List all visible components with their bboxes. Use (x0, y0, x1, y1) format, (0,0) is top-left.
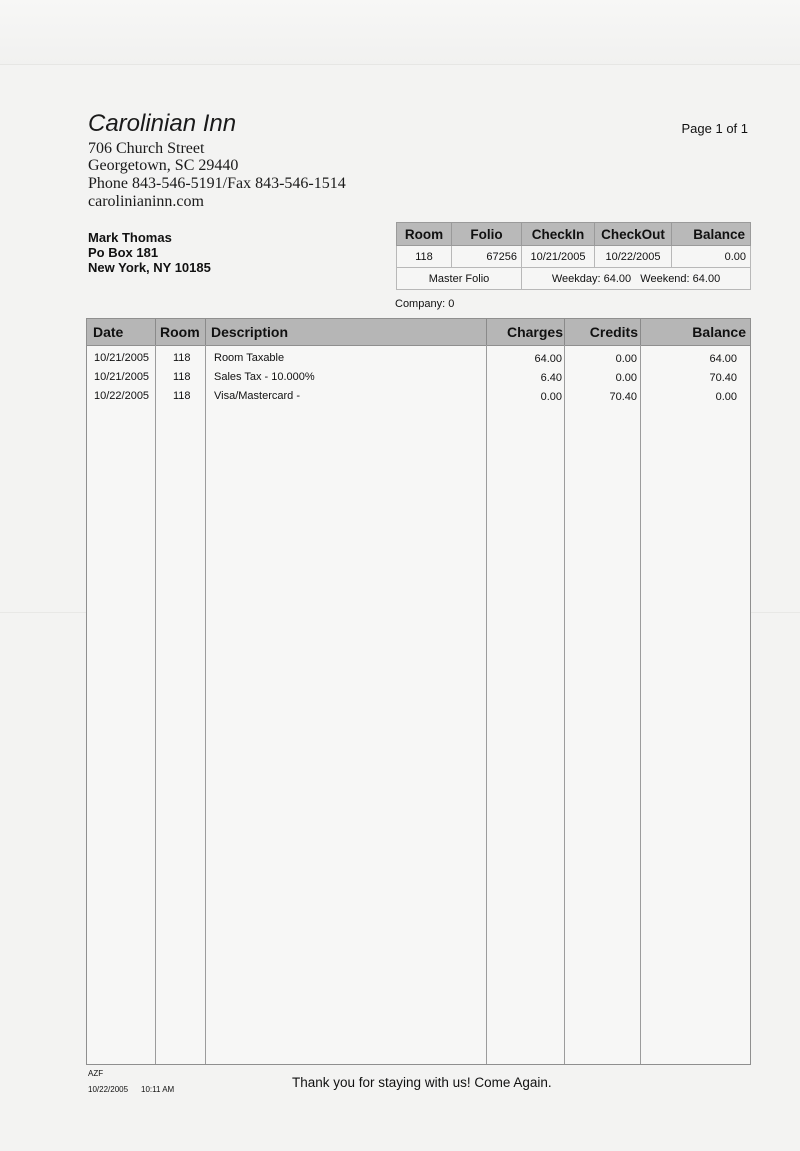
row-room: 118 (173, 352, 191, 364)
ledger-row (87, 349, 750, 368)
column-divider (564, 345, 565, 1064)
summary-header-room: Room (397, 223, 452, 246)
company-label: Company: 0 (395, 298, 455, 310)
column-divider (486, 319, 487, 345)
summary-folio-type: Master Folio (397, 268, 522, 290)
hotel-street: 706 Church Street (88, 140, 205, 157)
column-divider (640, 319, 641, 345)
row-charges: 0.00 (540, 391, 562, 403)
row-date: 10/21/2005 (94, 352, 150, 364)
summary-balance: 0.00 (672, 246, 751, 268)
row-room: 118 (173, 371, 191, 383)
hotel-name: Carolinian Inn (88, 110, 237, 137)
column-divider (155, 319, 156, 345)
ledger-table (86, 318, 751, 1065)
guest-name: Mark Thomas (88, 230, 172, 245)
column-divider (205, 345, 206, 1064)
column-divider (155, 345, 156, 1064)
ledger-row (87, 368, 750, 387)
hotel-city: Georgetown, SC 29440 (88, 157, 239, 174)
page-number: Page 1 of 1 (681, 121, 748, 136)
guest-address-line1: Po Box 181 (88, 245, 159, 260)
folio-summary-table (396, 222, 751, 290)
summary-header-folio: Folio (452, 223, 522, 246)
row-balance: 0.00 (715, 391, 737, 403)
summary-header-row (397, 223, 751, 246)
thank-you-message: Thank you for staying with us! Come Again. (292, 1075, 552, 1090)
ledger-header-balance: Balance (692, 324, 746, 340)
row-balance: 70.40 (709, 372, 737, 384)
summary-header-checkin: CheckIn (522, 223, 595, 246)
summary-header-balance: Balance (672, 223, 751, 246)
summary-checkin: 10/21/2005 (522, 246, 595, 268)
row-description: Sales Tax - 10.000% (214, 371, 315, 383)
ledger-header-description: Description (211, 324, 289, 340)
clerk-code: AZF (88, 1069, 104, 1078)
column-divider (486, 345, 487, 1064)
ledger-header-credits: Credits (589, 324, 638, 340)
row-charges: 64.00 (534, 353, 562, 365)
row-credits: 0.00 (615, 372, 637, 384)
ledger-row (87, 387, 750, 406)
guest-address-line2: New York, NY 10185 (88, 260, 211, 275)
ledger-header-charges: Charges (506, 324, 563, 340)
summary-rates-row (397, 268, 751, 290)
row-date: 10/22/2005 (94, 390, 150, 402)
summary-checkout: 10/22/2005 (595, 246, 672, 268)
ledger-header-date: Date (93, 324, 124, 340)
column-divider (205, 319, 206, 345)
summary-header-checkout: CheckOut (595, 223, 672, 246)
row-credits: 70.40 (609, 391, 637, 403)
row-charges: 6.40 (540, 372, 562, 384)
print-time: 10:11 AM (141, 1085, 175, 1094)
ledger-header-room: Room (160, 324, 200, 340)
column-divider (640, 345, 641, 1064)
row-balance: 64.00 (709, 353, 737, 365)
print-date: 10/22/2005 (88, 1085, 129, 1094)
scan-top-margin (0, 0, 800, 65)
column-divider (564, 319, 565, 345)
summary-room: 118 (397, 246, 452, 268)
row-credits: 0.00 (615, 353, 637, 365)
row-date: 10/21/2005 (94, 371, 150, 383)
hotel-website: carolinianinn.com (88, 193, 204, 210)
summary-values-row (397, 246, 751, 268)
hotel-phone-fax: Phone 843-546-5191/Fax 843-546-1514 (88, 175, 346, 192)
summary-folio: 67256 (452, 246, 522, 268)
row-description: Room Taxable (214, 352, 285, 364)
row-room: 118 (173, 390, 191, 402)
summary-rates: Weekday: 64.00 Weekend: 64.00 (522, 268, 751, 290)
ledger-header-row (87, 319, 750, 346)
row-description: Visa/Mastercard - (214, 390, 300, 402)
